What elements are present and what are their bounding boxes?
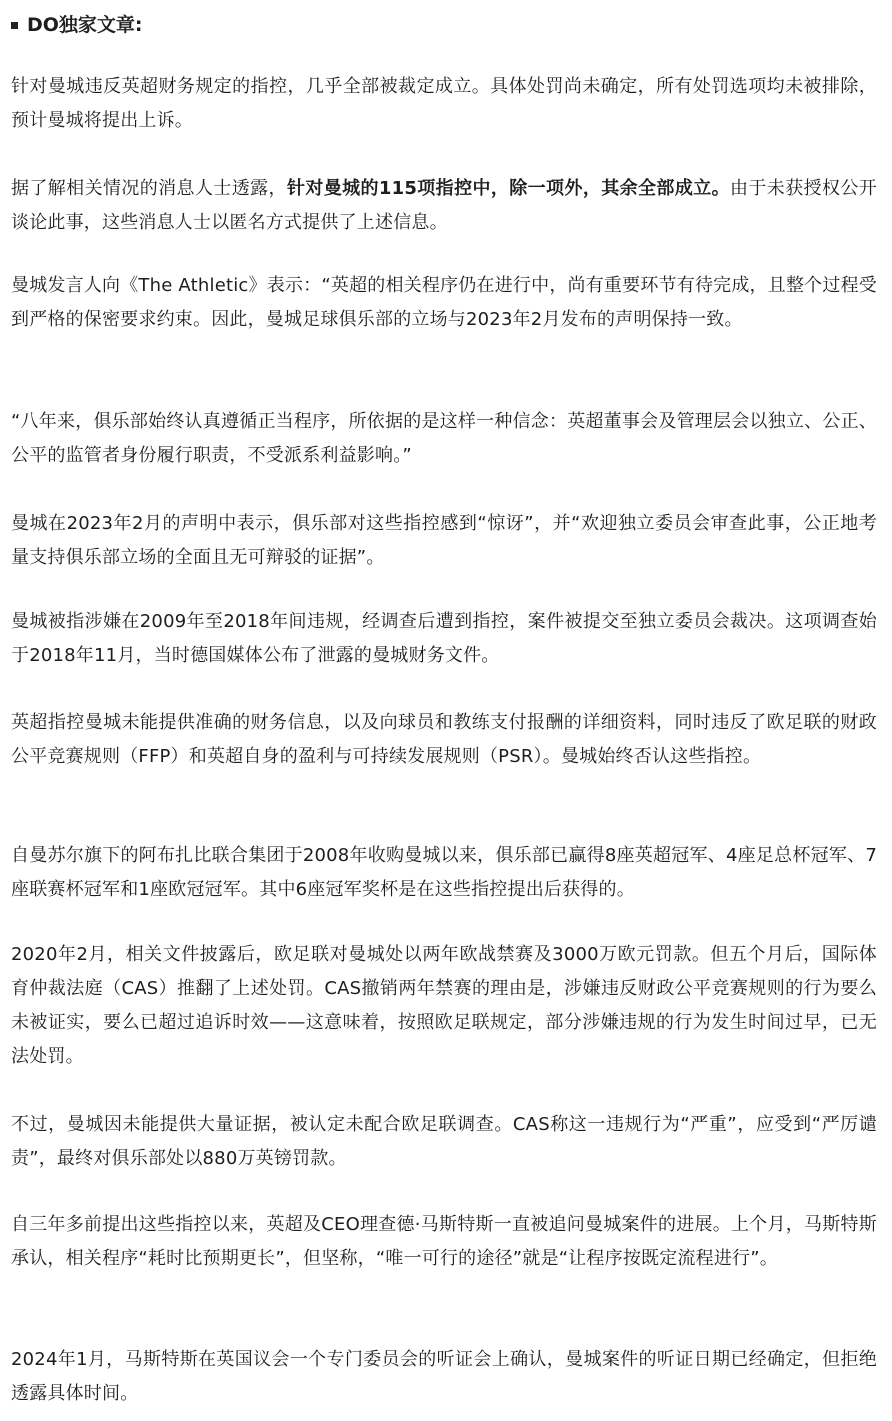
- paragraph-12: 2024年1月，马斯特斯在英国议会一个专门委员会的听证会上确认，曼城案件的听证日期已经确定，但拒绝透露具体时间。: [11, 1349, 877, 1404]
- paragraph-4: “八年来，俱乐部始终认真遵循正当程序，所依据的是这样一种信念：英超董事会及管理层会以独立、公正、公平的监管者身份履行职责，不受派系利益影响。”: [11, 411, 877, 466]
- paragraph-2-tail: 由于未获授权公开谈论此事，这些消息人士以匿名方式提供了上述信息。: [11, 178, 877, 233]
- paragraph-2: [11, 172, 877, 240]
- square-bullet-icon: [11, 22, 18, 29]
- paragraph-2-lead: 据了解相关情况的消息人士透露，: [11, 178, 287, 199]
- paragraph-3: 曼城发言人向《The Athletic》表示：“英超的相关程序仍在进行中，尚有重要环节有待完成，且整个过程受到严格的保密要求约束。因此，曼城足球俱乐部的立场与2023年2月发布的声明保持一致。: [11, 275, 877, 330]
- paragraph-9: 2020年2月，相关文件披露后，欧足联对曼城处以两年欧战禁赛及3000万欧元罚款。但五个月后，国际体育仲裁法庭（CAS）推翻了上述处罚。CAS撤销两年禁赛的理由是，涉嫌违反财政公平竞赛规则的行为要么未被证实，要么已超过追诉时效——这意味着，按照欧足联规定，部分涉嫌违规的行为发生时间过早，已无法处罚。: [11, 944, 877, 1067]
- heading-text: DO独家文章:: [27, 14, 143, 36]
- paragraph-1: 针对曼城违反英超财务规定的指控，几乎全部被裁定成立。具体处罚尚未确定，所有处罚选项均未被排除，预计曼城将提出上诉。: [11, 76, 877, 131]
- paragraph-6: 曼城被指涉嫌在2009年至2018年间违规，经调查后遭到指控，案件被提交至独立委员会裁决。这项调查始于2018年11月，当时德国媒体公布了泄露的曼城财务文件。: [11, 611, 877, 666]
- article-heading: [11, 9, 143, 41]
- paragraph-11: 自三年多前提出这些指控以来，英超及CEO理查德·马斯特斯一直被追问曼城案件的进展。上个月，马斯特斯承认，相关程序“耗时比预期更长”，但坚称，“唯一可行的途径”就是“让程序按既定流程进行”。: [11, 1214, 877, 1269]
- paragraph-2-highlight: 针对曼城的115项指控中，除一项外，其余全部成立。: [286, 178, 731, 199]
- paragraph-7: 英超指控曼城未能提供准确的财务信息，以及向球员和教练支付报酬的详细资料，同时违反了欧足联的财政公平竞赛规则（FFP）和英超自身的盈利与可持续发展规则（PSR）。曼城始终否认这些指控。: [11, 712, 877, 767]
- paragraph-5: 曼城在2023年2月的声明中表示，俱乐部对这些指控感到“惊讶”，并“欢迎独立委员会审查此事，公正地考量支持俱乐部立场的全面且无可辩驳的证据”。: [11, 513, 877, 568]
- paragraph-10: 不过，曼城因未能提供大量证据，被认定未配合欧足联调查。CAS称这一违规行为“严重”，应受到“严厉谴责”，最终对俱乐部处以880万英镑罚款。: [11, 1114, 877, 1169]
- paragraph-8: 自曼苏尔旗下的阿布扎比联合集团于2008年收购曼城以来，俱乐部已赢得8座英超冠军、4座足总杯冠军、7座联赛杯冠军和1座欧冠冠军。其中6座冠军奖杯是在这些指控提出后获得的。: [11, 845, 877, 900]
